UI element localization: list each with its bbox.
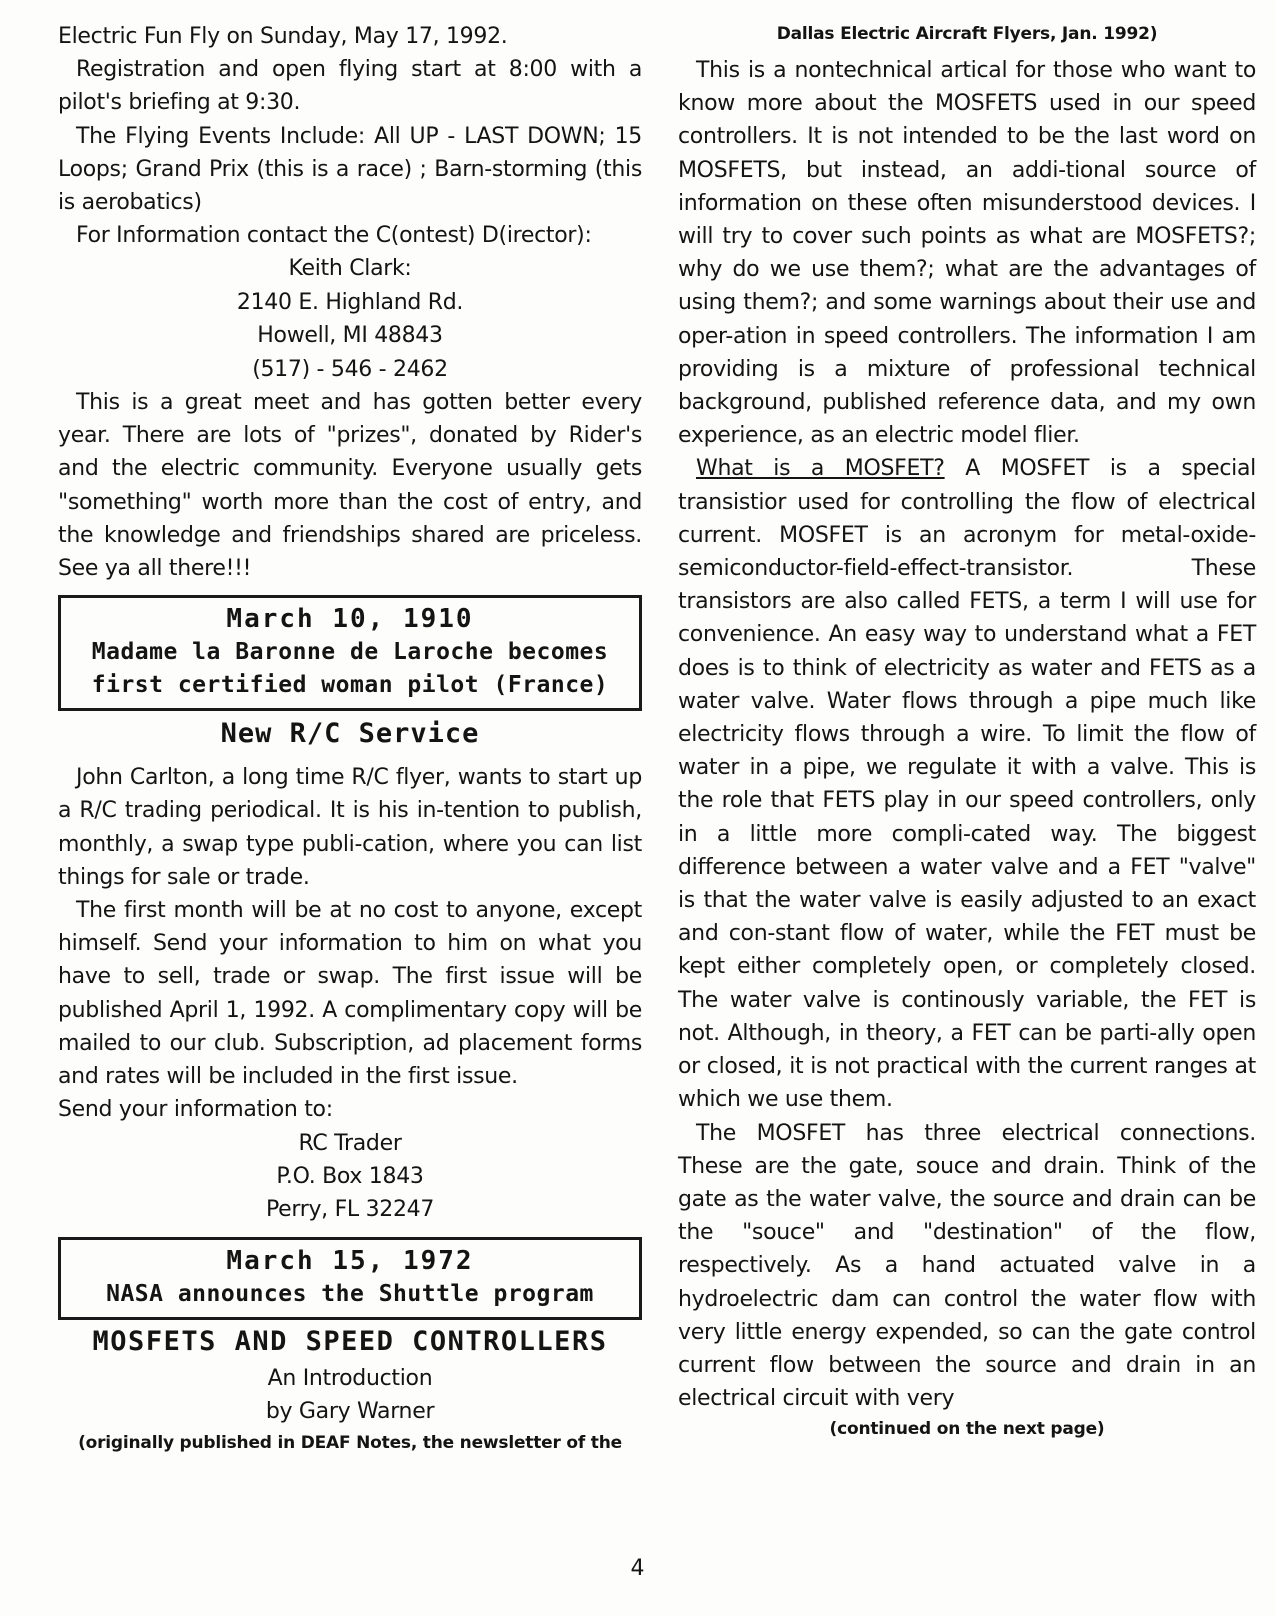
article-byline: by Gary Warner [265,1399,435,1425]
mosfet-article-heading: MOSFETS AND SPEED CONTROLLERS [92,1325,608,1357]
contact-name: Keith Clark: [288,256,412,282]
trader-address [58,1127,642,1227]
article-source-note-continued: Dallas Electric Aircraft Flyers, Jan. 1992) [776,24,1158,44]
right-column [678,20,1256,1443]
history-text-line: Madame la Baronne de Laroche becomes [91,639,609,666]
article-paragraph: The MOSFET has three electrical connections. These are the gate, souce and drain. Think of the gate as the water valve, the source and drain can be the "souce" and "destination" of the flow, respectively. As a hand actuated valve in a hydroelectric dam can control the water flow with very little energy expended, so can the gate control current flow between the source and drain in an electrical circuit with very [678,1120,1256,1412]
contact-city: Howell, MI 48843 [257,323,443,349]
contact-paragraph: For Information contact the C(ontest) D(irector): [76,223,592,249]
trader-city: Perry, FL 32247 [265,1197,435,1223]
continued-note: (continued on the next page) [829,1419,1105,1440]
article-subtitle: An Introduction [267,1365,433,1391]
history-text-line: NASA announces the Shuttle program [106,1280,594,1307]
registration-paragraph: Registration and open flying start at 8:00 with a pilot's briefing at 9:30. [58,57,642,116]
article-paragraph-text: A MOSFET is a special transistior used for controlling the flow of electrical current. MOSFET is an acronym for metal-oxide-semiconductor-field-effect-transistor. These transistors are also called FETS, a term I will use for convenience. An easy way to understand what a FET does is to think of electricity as water and FETS as a water valve. Water flows through a pipe much like electricity flows through a wire. To limit the flow of water in a pipe, we regulate it with a valve. This is the role that FETS play in our speed controllers, only in a little more compli-cated way. The biggest difference between a water valve and a FET "valve" is that the water valve is easily adjusted to an exact and con-stant flow of water, while the FET must be kept either completely open, or completely closed. The water valve is continously variable, the FET is not. Although, in theory, a FET can be parti-ally open or closed, it is not practical with the current ranges at which we use them. [678,456,1256,1113]
new-rc-service-heading: New R/C Service [220,718,480,750]
article-source-note: (originally published in DEAF Notes, the newsletter of the [78,1432,622,1453]
history-date: March 15, 1972 [226,1245,474,1276]
contact-street: 2140 E. Highland Rd. [236,289,464,315]
newrc-send-line: Send your information to: [58,1097,333,1123]
trader-box: P.O. Box 1843 [276,1163,424,1189]
page-number: 4 [630,1556,645,1581]
flying-events-paragraph: The Flying Events Include: All UP - LAST DOWN; 15 Loops; Grand Prix (this is a race) ; Barn-storming (this is aerobatics) [58,123,642,216]
event-line: Electric Fun Fly on Sunday, May 17, 1992. [58,24,508,49]
trader-name: RC Trader [298,1130,402,1156]
meet-paragraph: This is a great meet and has gotten better every year. There are lots of "prizes", donated by Rider's and the electric community. Everyone usually gets "something" worth more than the cost of entry, and the knowledge and friendships shared are priceless. See ya all there!!! [58,390,642,582]
newrc-paragraph: The first month will be at no cost to anyone, except himself. Send your information to him on what you have to sell, trade or swap. The first issue will be published April 1, 1992. A complimentary copy will be mailed to our club. Subscription, ad placement forms and rates will be included in the first issue. [58,898,642,1090]
what-is-mosfet-subheading: What is a MOSFET? [696,456,945,482]
newrc-paragraph: John Carlton, a long time R/C flyer, wants to start up a R/C trading periodical. It is his in-tention to publish, monthly, a swap type publi-cation, where you can list things for sale or trade. [58,765,642,890]
history-text-line: first certified woman pilot (France) [91,672,609,699]
article-paragraph [678,452,1256,1116]
left-column [58,20,642,1457]
article-paragraph: This is a nontechnical artical for those who want to know more about the MOSFETS used in our speed controllers. It is not intended to be the last word on MOSFETS, but instead, an addi-tional source of information on these often misunderstood devices. I will try to cover such points as what are MOSFETS?; why do we use them?; what are the advantages of using them?; and some warnings about their use and oper-ation in speed controllers. The information I am providing is a mixture of professional technical background, published reference data, and my own experience, as an electric model flier. [678,58,1256,449]
history-box-1910 [58,595,642,711]
history-box-1972 [58,1237,642,1320]
contact-address [58,252,642,386]
history-date: March 10, 1910 [226,604,474,635]
contact-phone: (517) - 546 - 2462 [252,356,448,382]
